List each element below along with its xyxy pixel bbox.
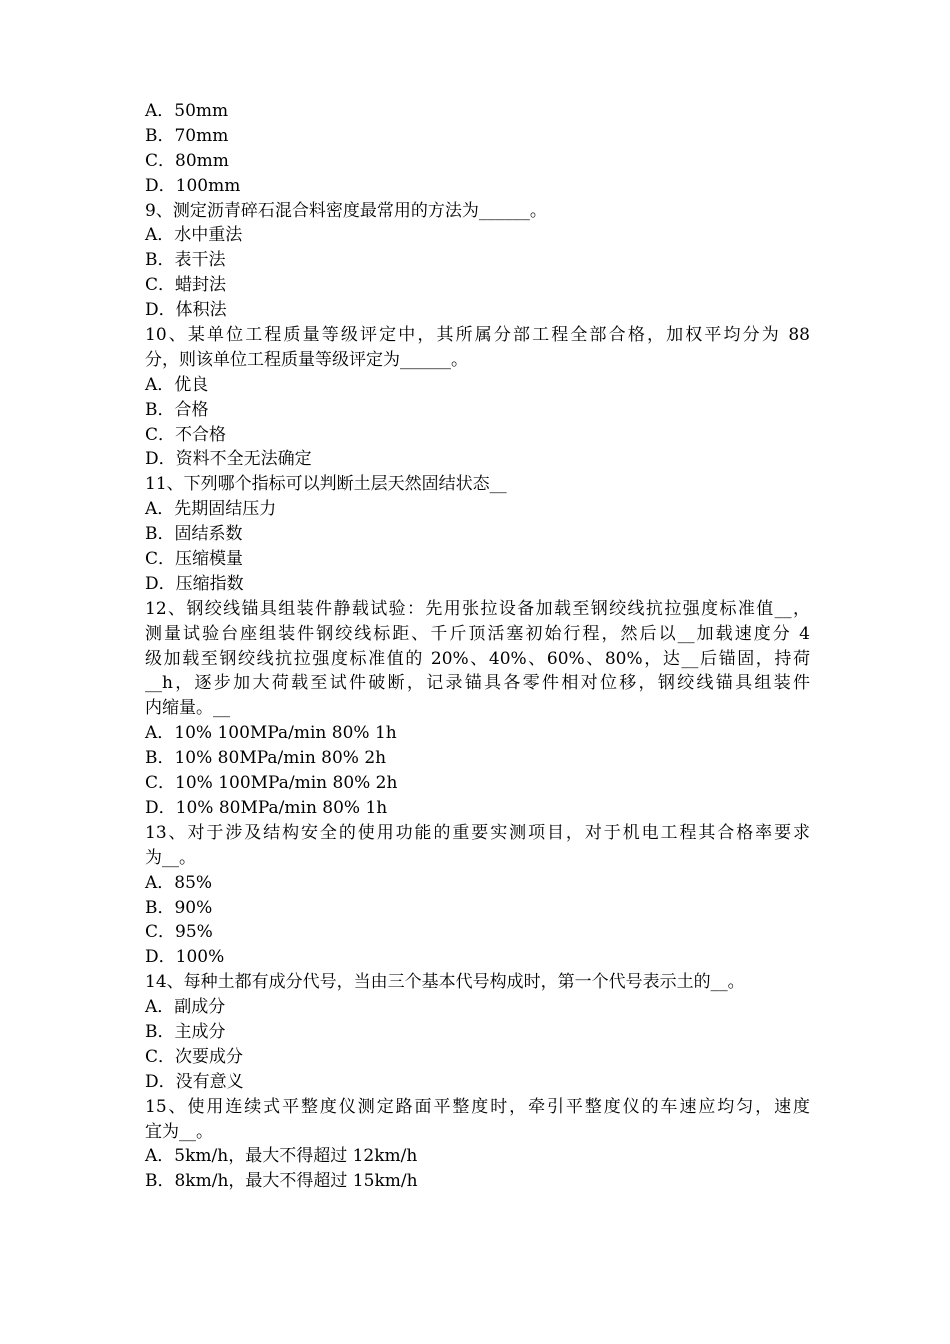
option-line: C．压缩模量 [145,549,244,570]
option-line: D．100% [145,947,225,968]
question-12-line-3: 级加载至钢绞线抗拉强度标准值的 20%、40%、60%、80%，达__后锚固，持荷 [145,648,810,669]
question-9: 9、测定沥青碎石混合料密度最常用的方法为______。 [145,200,547,221]
option-line: C．不合格 [145,424,227,445]
question-13-line-1: 13、对于涉及结构安全的使用功能的重要实测项目，对于机电工程其合格率要求 [145,822,810,843]
option-line: D．资料不全无法确定 [145,449,312,470]
option-line: A．先期固结压力 [145,499,277,520]
option-line: B．90% [145,897,213,918]
option-line: C．次要成分 [145,1046,244,1067]
question-12-line-2: 测量试验台座组装件钢绞线标距、千斤顶活塞初始行程，然后以__加载速度分 4 [145,623,810,644]
option-line: A．优良 [145,374,209,395]
question-10-line-1: 10、某单位工程质量等级评定中，其所属分部工程全部合格，加权平均分为 88 [145,325,810,346]
question-12-line-5: 内缩量。__ [145,698,230,719]
option-line: A．副成分 [145,997,226,1018]
document-page [145,99,810,1194]
option-line: B．主成分 [145,1021,226,1042]
question-15-line-2: 宜为__。 [145,1121,213,1142]
question-12-line-4: __h，逐步加大荷载至试件破断，记录锚具各零件相对位移，钢绞线锚具组装件 [145,673,810,694]
option-line: B．表干法 [145,250,226,271]
option-line: A．10% 100MPa/min 80% 1h [145,723,397,744]
question-14: 14、每种土都有成分代号，当由三个基本代号构成时，第一个代号表示土的__。 [145,972,745,993]
option-line: A．50mm [145,101,229,121]
option-line: B．70mm [145,125,229,146]
option-line: D．没有意义 [145,1071,244,1092]
option-line: C．蜡封法 [145,275,227,296]
option-line: B．合格 [145,399,209,420]
option-line: D．压缩指数 [145,573,244,594]
question-10-line-2: 分，则该单位工程质量等级评定为______。 [145,349,468,370]
option-line: C．80mm [145,150,229,171]
question-11: 11、下列哪个指标可以判断土层天然固结状态__ [145,474,507,495]
option-line: A．85% [145,872,213,893]
option-line: D．100mm [145,175,241,196]
option-line: C．10% 100MPa/min 80% 2h [145,773,398,794]
question-13-line-2: 为__。 [145,847,196,868]
option-line: A．水中重法 [145,225,243,246]
question-12-line-1: 12、钢绞线锚具组装件静载试验：先用张拉设备加载至钢绞线抗拉强度标准值__， [145,598,810,619]
option-line: A．5km/h，最大不得超过 12km/h [145,1146,418,1167]
option-line: C．95% [145,922,213,943]
option-line: B．8km/h，最大不得超过 15km/h [145,1171,418,1192]
question-15-line-1: 15、使用连续式平整度仪测定路面平整度时，牵引平整度仪的车速应均匀，速度 [145,1096,810,1117]
option-line: D．10% 80MPa/min 80% 1h [145,797,388,818]
option-line: B．固结系数 [145,524,243,545]
option-line: B．10% 80MPa/min 80% 2h [145,748,387,769]
option-line: D．体积法 [145,300,227,321]
